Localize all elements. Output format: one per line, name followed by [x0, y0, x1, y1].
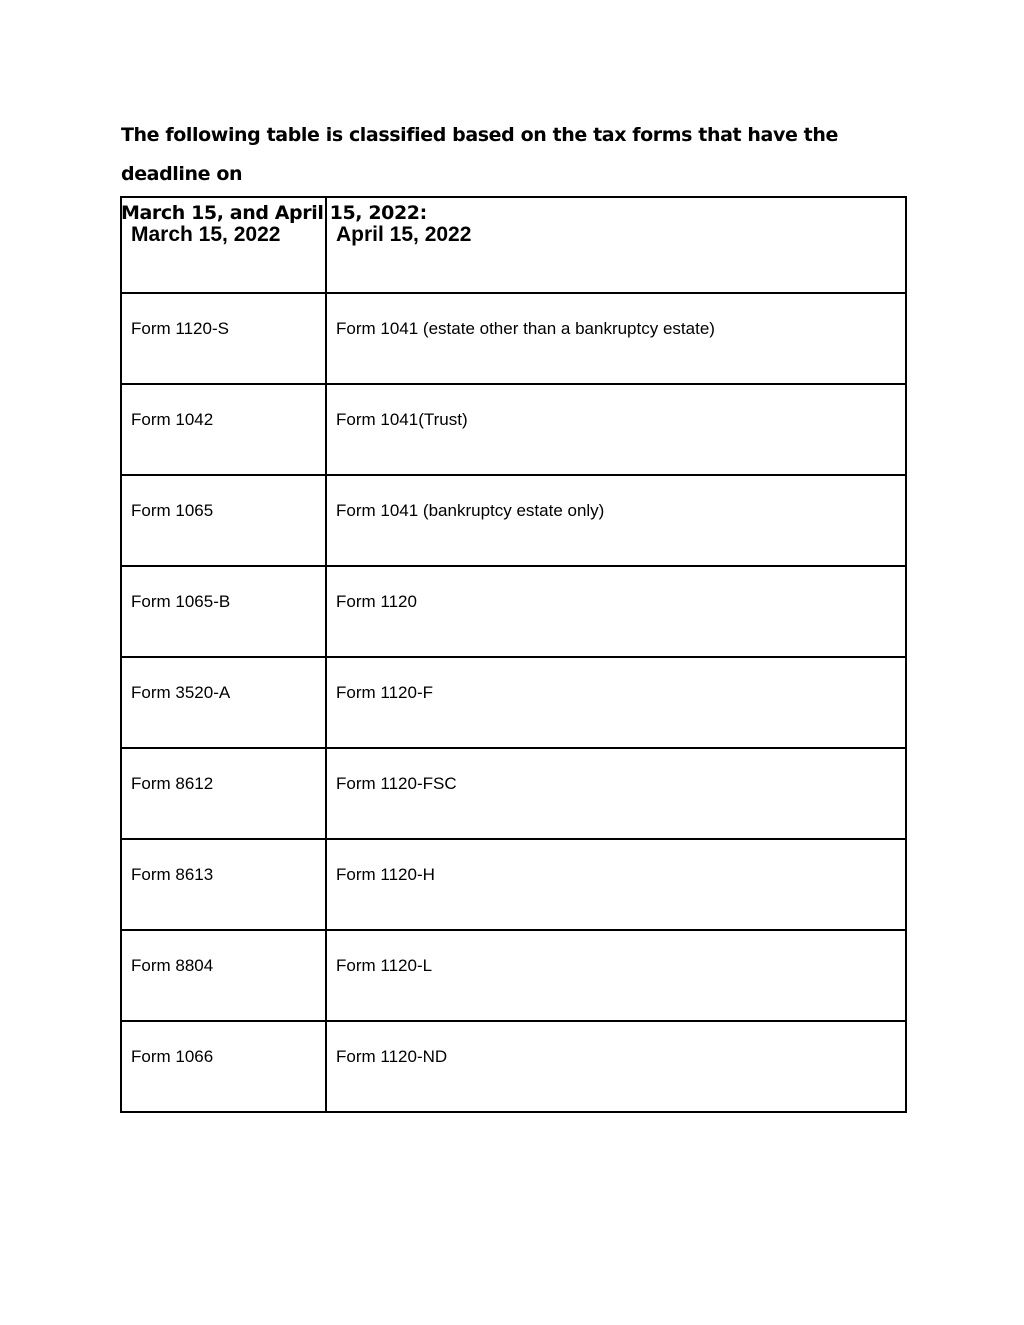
deadline-table: [120, 196, 907, 1113]
table-row: [121, 475, 906, 566]
april-form-cell: Form 1120: [326, 566, 906, 657]
table-row: [121, 384, 906, 475]
march-form-cell: Form 1042: [121, 384, 326, 475]
march-form-cell: Form 1066: [121, 1021, 326, 1112]
april-form-cell: Form 1120-L: [326, 930, 906, 1021]
march-form-cell: Form 1065: [121, 475, 326, 566]
april-form-cell: Form 1120-H: [326, 839, 906, 930]
table-row: [121, 657, 906, 748]
table-row: [121, 930, 906, 1021]
march-form-cell: Form 3520-A: [121, 657, 326, 748]
table-row: [121, 566, 906, 657]
april-form-cell: Form 1120-ND: [326, 1021, 906, 1112]
march-form-cell: Form 8804: [121, 930, 326, 1021]
table-header-row: [121, 197, 906, 293]
april-form-cell: Form 1041(Trust): [326, 384, 906, 475]
march-form-cell: Form 1065-B: [121, 566, 326, 657]
april-form-cell: Form 1041 (bankruptcy estate only): [326, 475, 906, 566]
column-header-april: April 15, 2022: [326, 197, 906, 293]
march-form-cell: Form 8612: [121, 748, 326, 839]
intro-line-1: The following table is classified based on the tax forms that have the deadline on: [121, 124, 838, 185]
april-form-cell: Form 1120-FSC: [326, 748, 906, 839]
april-form-cell: Form 1041 (estate other than a bankruptcy estate): [326, 293, 906, 384]
table-row: [121, 293, 906, 384]
march-form-cell: Form 1120-S: [121, 293, 326, 384]
table-row: [121, 748, 906, 839]
table-row: [121, 1021, 906, 1112]
table-row: [121, 839, 906, 930]
column-header-march: March 15, 2022: [121, 197, 326, 293]
april-form-cell: Form 1120-F: [326, 657, 906, 748]
intro-line-2: March 15, and April 15, 2022:: [121, 202, 427, 224]
march-form-cell: Form 8613: [121, 839, 326, 930]
